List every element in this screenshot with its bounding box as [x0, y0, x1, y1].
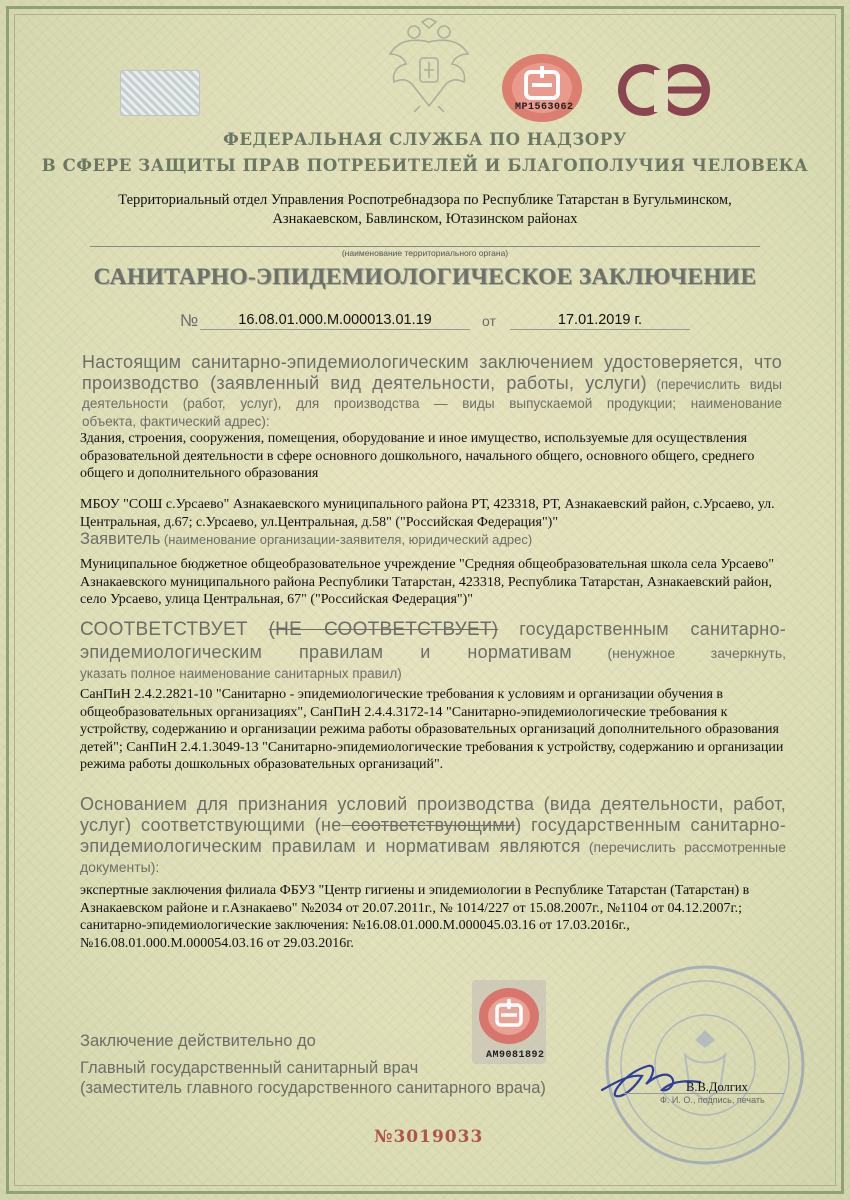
hologram-code-bottom: АМ9081892: [486, 1050, 545, 1061]
number-label: №: [180, 311, 199, 330]
conformity-line1: [80, 618, 786, 642]
sanitary-mark-logo-icon: [618, 62, 712, 118]
agency-name-line1: ФЕДЕРАЛЬНАЯ СЛУЖБА ПО НАДЗОРУ: [223, 130, 627, 149]
basis-line4: документы):: [80, 859, 160, 875]
signature-underline: [624, 1093, 784, 1094]
basis-line2: [80, 815, 786, 836]
basis-section: [80, 793, 786, 877]
signer-caption: Ф. И. О., подпись, печать: [660, 1095, 765, 1105]
complies-word: СООТВЕТСТВУЕТ: [80, 619, 248, 640]
date-label: от: [482, 313, 496, 329]
signer-name: В.В.Долгих: [686, 1080, 748, 1094]
basis-line3-main: эпидемиологическим правилам и нормативам являются: [80, 836, 581, 856]
basis-line2-strike: соответствующими: [341, 815, 516, 835]
applicant-text: Муниципальное бюджетное общеобразовательное учреждение "Средняя общеобразовательная школа села Урсаево" Азнакаевского муниципального района Республики Татарстан, 423318, Республика Татарстан, Азнакаевский район, село Урсаево, улица Центральная, 67" ("Российская Федерация")": [80, 557, 775, 607]
applicant-label: Заявитель: [80, 530, 161, 548]
form-serial-number: №3019033: [374, 1127, 484, 1147]
chief-doctor-line1: Главный государственный санитарный врач: [80, 1059, 419, 1077]
territorial-line1: Территориальный отдел Управления Роспотребнадзора по Республике Татарстан в Бугульминском,: [118, 192, 732, 208]
chief-doctor-line2: (заместитель главного государственного санитарного врача): [80, 1079, 546, 1097]
conformity-line2-hint: (ненужное зачеркнуть,: [571, 645, 786, 661]
valid-until-label: Заключение действительно до: [80, 1032, 316, 1050]
certify-line3: деятельности (работ, услуг), для производства — виды выпускаемой продукции; наименование: [82, 396, 782, 411]
hologram-code-top: MP1563062: [515, 102, 574, 113]
territorial-underline: [90, 246, 760, 247]
object-text: МБОУ "СОШ с.Урсаево" Азнакаевского муниципального района РТ, 423318, РТ, Азнакаевский район, с.Урсаево, ул. Центральная, д.67; с.Урсаево, ул.Центральная, д.58" ("Российская Федерация")": [80, 497, 775, 530]
state-emblem-icon: [384, 18, 474, 114]
certify-line1: Настоящим санитарно-эпидемиологическим заключением удостоверяется, что: [82, 352, 782, 372]
not-complies-word: (НЕ СООТВЕТСТВУЕТ): [268, 619, 499, 640]
territorial-body: [60, 191, 790, 229]
certify-section: [82, 352, 782, 431]
certify-line4: объекта, фактический адрес):: [82, 414, 270, 429]
chief-doctor-block: [80, 1058, 546, 1098]
certify-line2-main: производство (заявленный вид деятельности, работы, услуги): [82, 373, 647, 393]
activity-text: Здания, строения, сооружения, помещения, оборудование и иное имущество, используемые для осуществления образовательной деятельности в сфере основного дошкольного, начального общего, основного общего, среднего общего и дополнительного образования: [80, 431, 755, 481]
applicant-hint: (наименование организации-заявителя, юридический адрес): [160, 532, 533, 547]
conformity-line1-rest: государственным санитарно-: [519, 619, 787, 639]
certify-line2: [82, 373, 782, 395]
certify-line2-hint: (перечислить виды: [646, 377, 782, 392]
hologram-strip: [120, 70, 200, 116]
hologram-seal-icon: [500, 52, 584, 124]
applicant-heading: [80, 530, 785, 549]
conformity-line2-main: эпидемиологическим правилам и нормативам: [80, 642, 572, 662]
conformity-line3: указать полное наименование санитарных правил): [80, 666, 402, 681]
territorial-caption: (наименование территориального органа): [341, 248, 509, 258]
agency-name-line2: В СФЕРЕ ЗАЩИТЫ ПРАВ ПОТРЕБИТЕЛЕЙ И БЛАГОПОЛУЧИЯ ЧЕЛОВЕКА: [41, 156, 809, 175]
basis-line1: Основанием для признания условий производства (вида деятельности, работ,: [80, 794, 786, 814]
basis-line2-a: услуг) соответствующими (не: [80, 815, 342, 835]
basis-documents-text: экспертные заключения филиала ФБУЗ "Центр гигиены и эпидемиологии в Республике Татарстан (Татарстан) в Азнакаевском районе и г.Азнакаево" №2034 от 20.07.2011г., № 1014/227 от 15.08.2007г., №1104 от 04.12.2007г.; санитарно-эпидемиологические заключения: №16.08.01.000.М.000045.03.16 от 17.03.2016г., №16.08.01.000.М.000054.03.16 от 29.03.2016г.: [80, 883, 750, 951]
rules-text: СанПиН 2.4.2.2821-10 "Санитарно - эпидемиологические требования к условиям и организации обучения в общеобразовательных организациях", СанПиН 2.4.4.3172-14 "Санитарно-эпидемиологические требования к устройству, содержанию и организации режима работы образовательных организаций дополнительного образования детей"; СанПиН 2.4.1.3049-13 "Санитарно-эпидемиологические требования к устройству, содержанию и организации режима работы дошкольных образовательных организаций".: [80, 687, 784, 772]
basis-line3: [80, 836, 786, 858]
basis-line3-hint: (перечислить рассмотренные: [580, 839, 786, 855]
document-title: САНИТАРНО-ЭПИДЕМИОЛОГИЧЕСКОЕ ЗАКЛЮЧЕНИЕ: [93, 264, 757, 290]
basis-line2-b: ) государственным санитарно-: [515, 815, 787, 835]
document-number: 16.08.01.000.М.000013.01.19: [200, 312, 470, 330]
document-date: 17.01.2019 г.: [510, 312, 690, 330]
territorial-line2: Азнакаевском, Бавлинском, Ютазинском районах: [272, 211, 578, 227]
conformity-section: [80, 618, 786, 683]
conformity-line2: [80, 642, 786, 664]
